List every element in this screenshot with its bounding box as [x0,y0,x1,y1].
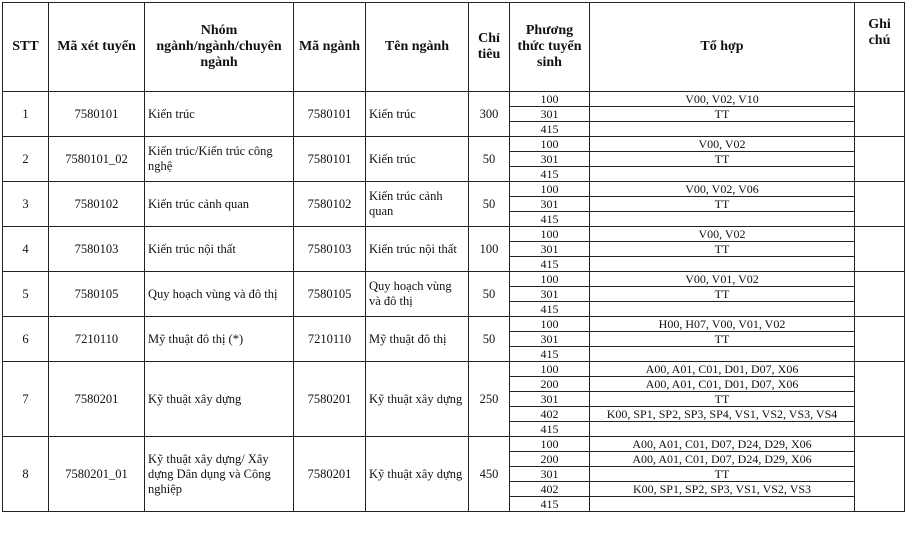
cell-to-hop: V00, V02 [590,137,855,152]
table-row [3,272,905,287]
cell-ma-nganh: 7580101 [294,137,366,182]
cell-ma-xet-tuyen: 7580103 [49,227,145,272]
table-row [3,182,905,197]
table-row [3,437,905,452]
cell-to-hop [590,422,855,437]
cell-phuong-thuc: 100 [510,317,590,332]
table-row [3,92,905,107]
cell-to-hop [590,122,855,137]
cell-chi-tieu: 100 [469,227,510,272]
cell-stt: 1 [3,92,49,137]
cell-ma-xet-tuyen: 7580201 [49,362,145,437]
cell-ten-nganh: Quy hoạch vùng và đô thị [366,272,469,317]
cell-to-hop [590,347,855,362]
cell-nhom-nganh: Kiến trúc nội thất [145,227,294,272]
cell-ghi-chu [855,437,905,512]
cell-to-hop: TT [590,287,855,302]
cell-stt: 7 [3,362,49,437]
cell-to-hop: TT [590,107,855,122]
cell-ma-xet-tuyen: 7580101 [49,92,145,137]
cell-to-hop [590,497,855,512]
cell-ten-nganh: Kiến trúc cảnh quan [366,182,469,227]
cell-to-hop: TT [590,467,855,482]
cell-phuong-thuc: 415 [510,257,590,272]
cell-ghi-chu [855,317,905,362]
header-nhom-nganh: Nhóm ngành/ngành/chuyên ngành [145,3,294,92]
cell-phuong-thuc: 415 [510,497,590,512]
table-row [3,227,905,242]
cell-ten-nganh: Mỹ thuật đô thị [366,317,469,362]
cell-phuong-thuc: 415 [510,347,590,362]
cell-nhom-nganh: Quy hoạch vùng và đô thị [145,272,294,317]
cell-nhom-nganh: Mỹ thuật đô thị (*) [145,317,294,362]
cell-nhom-nganh: Kiến trúc cảnh quan [145,182,294,227]
cell-phuong-thuc: 301 [510,197,590,212]
cell-chi-tieu: 50 [469,272,510,317]
cell-ma-nganh: 7210110 [294,317,366,362]
cell-to-hop: A00, A01, C01, D01, D07, X06 [590,362,855,377]
cell-ma-xet-tuyen: 7580105 [49,272,145,317]
header-to-hop: Tổ hợp [590,3,855,92]
table-header [3,3,905,92]
cell-phuong-thuc: 415 [510,212,590,227]
cell-to-hop: TT [590,242,855,257]
cell-stt: 6 [3,317,49,362]
cell-to-hop: A00, A01, C01, D01, D07, X06 [590,377,855,392]
cell-phuong-thuc: 100 [510,362,590,377]
cell-ma-xet-tuyen: 7580201_01 [49,437,145,512]
header-stt: STT [3,3,49,92]
cell-ten-nganh: Kiến trúc [366,92,469,137]
cell-to-hop: TT [590,392,855,407]
cell-phuong-thuc: 415 [510,122,590,137]
cell-phuong-thuc: 100 [510,182,590,197]
cell-phuong-thuc: 301 [510,467,590,482]
cell-phuong-thuc: 402 [510,407,590,422]
cell-to-hop: TT [590,152,855,167]
cell-chi-tieu: 50 [469,317,510,362]
cell-ma-nganh: 7580101 [294,92,366,137]
cell-to-hop: V00, V02, V10 [590,92,855,107]
cell-chi-tieu: 250 [469,362,510,437]
cell-phuong-thuc: 100 [510,227,590,242]
cell-to-hop: TT [590,197,855,212]
cell-to-hop: A00, A01, C01, D07, D24, D29, X06 [590,452,855,467]
cell-ten-nganh: Kỹ thuật xây dựng [366,437,469,512]
header-phuong-thuc: Phương thức tuyển sinh [510,3,590,92]
cell-to-hop: A00, A01, C01, D07, D24, D29, X06 [590,437,855,452]
header-ma-nganh: Mã ngành [294,3,366,92]
cell-to-hop: K00, SP1, SP2, SP3, VS1, VS2, VS3 [590,482,855,497]
cell-ten-nganh: Kỹ thuật xây dựng [366,362,469,437]
cell-ghi-chu [855,227,905,272]
cell-phuong-thuc: 415 [510,422,590,437]
cell-chi-tieu: 300 [469,92,510,137]
cell-ma-xet-tuyen: 7580102 [49,182,145,227]
table-row [3,362,905,377]
cell-chi-tieu: 450 [469,437,510,512]
cell-to-hop [590,167,855,182]
header-chi-tieu: Chỉ tiêu [469,3,510,92]
cell-ghi-chu [855,137,905,182]
cell-to-hop [590,302,855,317]
cell-phuong-thuc: 100 [510,437,590,452]
table-row [3,137,905,152]
table-row [3,317,905,332]
cell-nhom-nganh: Kiến trúc [145,92,294,137]
cell-ma-xet-tuyen: 7210110 [49,317,145,362]
cell-phuong-thuc: 301 [510,152,590,167]
cell-stt: 3 [3,182,49,227]
cell-chi-tieu: 50 [469,137,510,182]
cell-nhom-nganh: Kỹ thuật xây dựng [145,362,294,437]
header-ghi-chu: Ghi chú [855,3,905,92]
cell-phuong-thuc: 301 [510,242,590,257]
cell-to-hop: H00, H07, V00, V01, V02 [590,317,855,332]
cell-to-hop [590,212,855,227]
cell-phuong-thuc: 301 [510,107,590,122]
cell-phuong-thuc: 200 [510,377,590,392]
cell-stt: 8 [3,437,49,512]
cell-stt: 4 [3,227,49,272]
cell-phuong-thuc: 100 [510,137,590,152]
header-row [3,3,905,92]
cell-to-hop [590,257,855,272]
cell-ten-nganh: Kiến trúc nội thất [366,227,469,272]
cell-ma-xet-tuyen: 7580101_02 [49,137,145,182]
cell-phuong-thuc: 301 [510,392,590,407]
cell-to-hop: K00, SP1, SP2, SP3, SP4, VS1, VS2, VS3, VS4 [590,407,855,422]
cell-phuong-thuc: 402 [510,482,590,497]
cell-ma-nganh: 7580103 [294,227,366,272]
cell-ten-nganh: Kiến trúc [366,137,469,182]
cell-phuong-thuc: 415 [510,167,590,182]
cell-ma-nganh: 7580201 [294,437,366,512]
admissions-table [2,2,905,512]
cell-phuong-thuc: 415 [510,302,590,317]
cell-nhom-nganh: Kỹ thuật xây dựng/ Xây dựng Dân dụng và Công nghiệp [145,437,294,512]
cell-ghi-chu [855,92,905,137]
cell-phuong-thuc: 200 [510,452,590,467]
cell-phuong-thuc: 301 [510,287,590,302]
cell-stt: 5 [3,272,49,317]
cell-ma-nganh: 7580201 [294,362,366,437]
table-body [3,92,905,512]
cell-stt: 2 [3,137,49,182]
header-ma-xet-tuyen: Mã xét tuyển [49,3,145,92]
cell-phuong-thuc: 301 [510,332,590,347]
cell-phuong-thuc: 100 [510,272,590,287]
cell-ghi-chu [855,182,905,227]
cell-ghi-chu [855,362,905,437]
cell-phuong-thuc: 100 [510,92,590,107]
cell-to-hop: V00, V02, V06 [590,182,855,197]
cell-to-hop: TT [590,332,855,347]
cell-chi-tieu: 50 [469,182,510,227]
cell-nhom-nganh: Kiến trúc/Kiến trúc công nghệ [145,137,294,182]
cell-to-hop: V00, V02 [590,227,855,242]
header-ten-nganh: Tên ngành [366,3,469,92]
cell-to-hop: V00, V01, V02 [590,272,855,287]
cell-ghi-chu [855,272,905,317]
cell-ma-nganh: 7580102 [294,182,366,227]
cell-ma-nganh: 7580105 [294,272,366,317]
